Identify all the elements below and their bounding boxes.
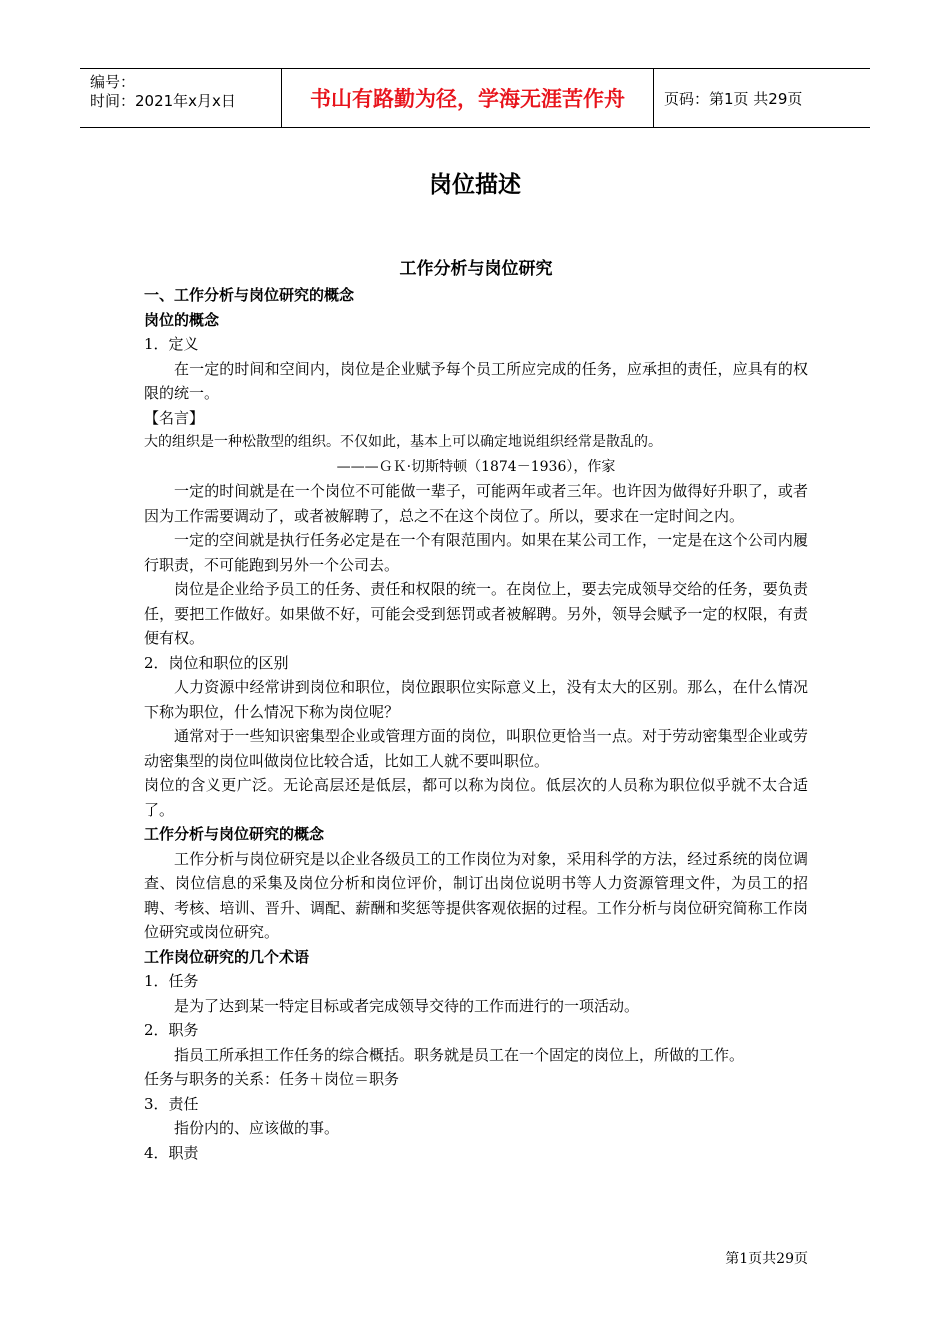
header-left-cell [80,69,282,127]
paragraph: 大的组织是一种松散型的组织。不仅如此，基本上可以确定地说组织经常是散乱的。 [144,434,662,450]
section-heading: 岗位的概念 [144,310,220,329]
document-title: 岗位描述 [429,172,521,198]
paragraph: 岗位的含义更广泛。无论高层还是低层，都可以称为岗位。低层次的人员称为职位似乎就不太合适了。 [144,776,808,819]
section-heading: 工作岗位研究的几个术语 [144,947,310,966]
paragraph: 工作分析与岗位研究是以企业各级员工的工作岗位为对象，采用科学的方法，经过系统的岗位调查、岗位信息的采集及岗位分析和岗位评价，制订出岗位说明书等人力资源管理文件，为员工的招聘、考核、培训、晋升、调配、薪酬和奖惩等提供客观依据的过程。工作分析与岗位研究简称工作岗位研究或岗位研究。 [144,849,808,941]
paragraph: 1．定义 [144,335,199,353]
paragraph: 是为了达到某一特定目标或者完成领导交待的工作而进行的一项活动。 [174,996,640,1015]
section-heading: 工作分析与岗位研究的概念 [144,825,325,843]
paragraph: 3．责任 [144,1094,199,1113]
paragraph: 在一定的时间和空间内，岗位是企业赋予每个员工所应完成的任务，应承担的责任，应具有的权限的统一。 [144,359,808,402]
paragraph: 4．职责 [144,1143,199,1162]
paragraph: 一定的时间就是在一个岗位不可能做一辈子，可能两年或者三年。也许因为做得好升职了，或者因为工作需要调动了，或者被解聘了，总之不在这个岗位了。所以，要求在一定时间之内。 [144,482,808,525]
paragraph: 通常对于一些知识密集型企业或管理方面的岗位，叫职位更恰当一点。对于劳动密集型企业或劳动密集型的岗位叫做岗位比较合适，比如工人就不要叫职位。 [144,727,808,770]
document-date: 时间：2021年x月x日 [90,92,236,110]
paragraph: 【名言】 [144,408,205,427]
document-number-label: 编号： [90,73,136,91]
document-body [144,255,808,1165]
paragraph: ———ＧＫ·切斯特顿（1874－1936），作家 [336,458,616,475]
header-table [80,68,870,128]
section-heading: 一、工作分析与岗位研究的概念 [144,286,355,304]
paragraph: 1．任务 [144,972,199,990]
paragraph: 2．职务 [144,1021,199,1039]
paragraph: 指员工所承担工作任务的综合概括。职务就是员工在一个固定的岗位上，所做的工作。 [174,1045,745,1064]
section-title: 工作分析与岗位研究 [399,259,553,279]
page-footer: 第1页共29页 [725,1251,808,1267]
header-motto: 书山有路勤为径，学海无涯苦作舟 [282,69,654,127]
paragraph: 指份内的、应该做的事。 [174,1119,340,1137]
paragraph: 2．岗位和职位的区别 [144,653,289,672]
paragraph: 任务与职务的关系：任务＋岗位＝职务 [144,1070,400,1088]
paragraph: 人力资源中经常讲到岗位和职位，岗位跟职位实际意义上，没有太大的区别。那么，在什么情况下称为职位，什么情况下称为岗位呢？ [144,678,808,721]
header-page-info: 页码：第1页 共29页 [664,89,803,108]
paragraph: 一定的空间就是执行任务必定是在一个有限范围内。如果在某公司工作，一定是在这个公司内履行职责，不可能跑到另外一个公司去。 [144,531,808,574]
paragraph: 岗位是企业给予员工的任务、责任和权限的统一。在岗位上，要去完成领导交给的任务，要负责任，要把工作做好。如果做不好，可能会受到惩罚或者被解聘。另外，领导会赋予一定的权限，有责便有权。 [144,580,808,647]
content-blocks [144,283,808,1165]
